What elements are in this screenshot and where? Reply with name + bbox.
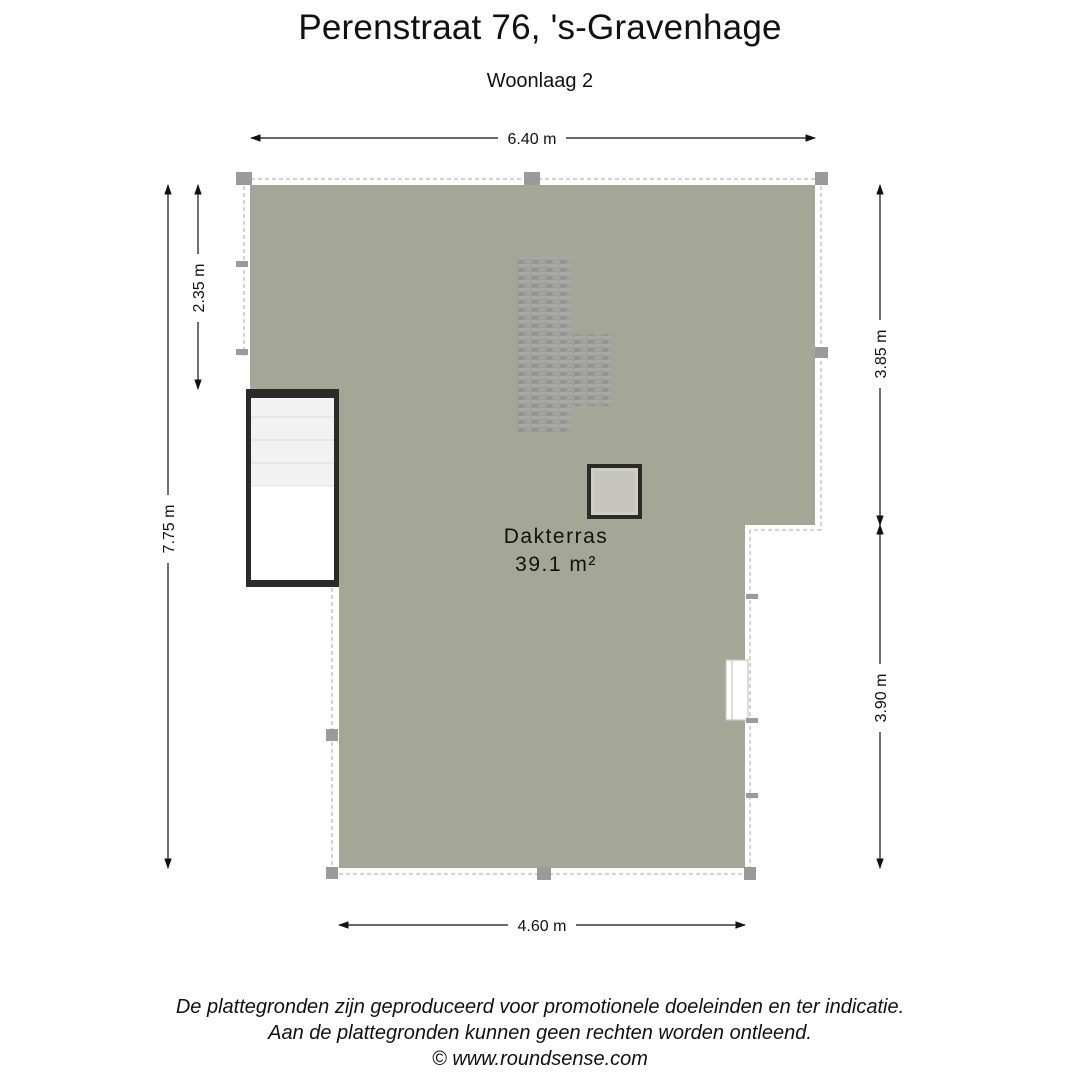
dim-right-upper-label: 3.85 m — [873, 329, 890, 379]
plan-title: Perenstraat 76, 's-Gravenhage — [298, 8, 782, 47]
dim-left-total-label: 7.75 m — [161, 504, 178, 554]
dim-right-lower-label: 3.90 m — [873, 673, 890, 723]
copyright-link[interactable]: © www.roundsense.com — [432, 1048, 648, 1070]
wall-notch — [726, 660, 748, 720]
dim-left-upper-label: 2.35 m — [191, 263, 208, 313]
skylight — [587, 464, 642, 519]
dim-bottom-width-label: 4.60 m — [517, 918, 567, 935]
room-area: 39.1 m² — [515, 553, 597, 576]
room-name: Dakterras — [503, 525, 609, 548]
floor-level-label: Woonlaag 2 — [486, 70, 594, 92]
disclaimer-line-1: De plattegronden zijn geproduceerd voor promotionele doeleinden en ter indicatie. — [175, 996, 905, 1018]
disclaimer — [0, 994, 1080, 1072]
disclaimer-line-2: Aan de plattegronden kunnen geen rechten worden ontleend. — [268, 1022, 812, 1044]
dim-top-width-label: 6.40 m — [507, 131, 557, 148]
staircase — [246, 389, 339, 587]
